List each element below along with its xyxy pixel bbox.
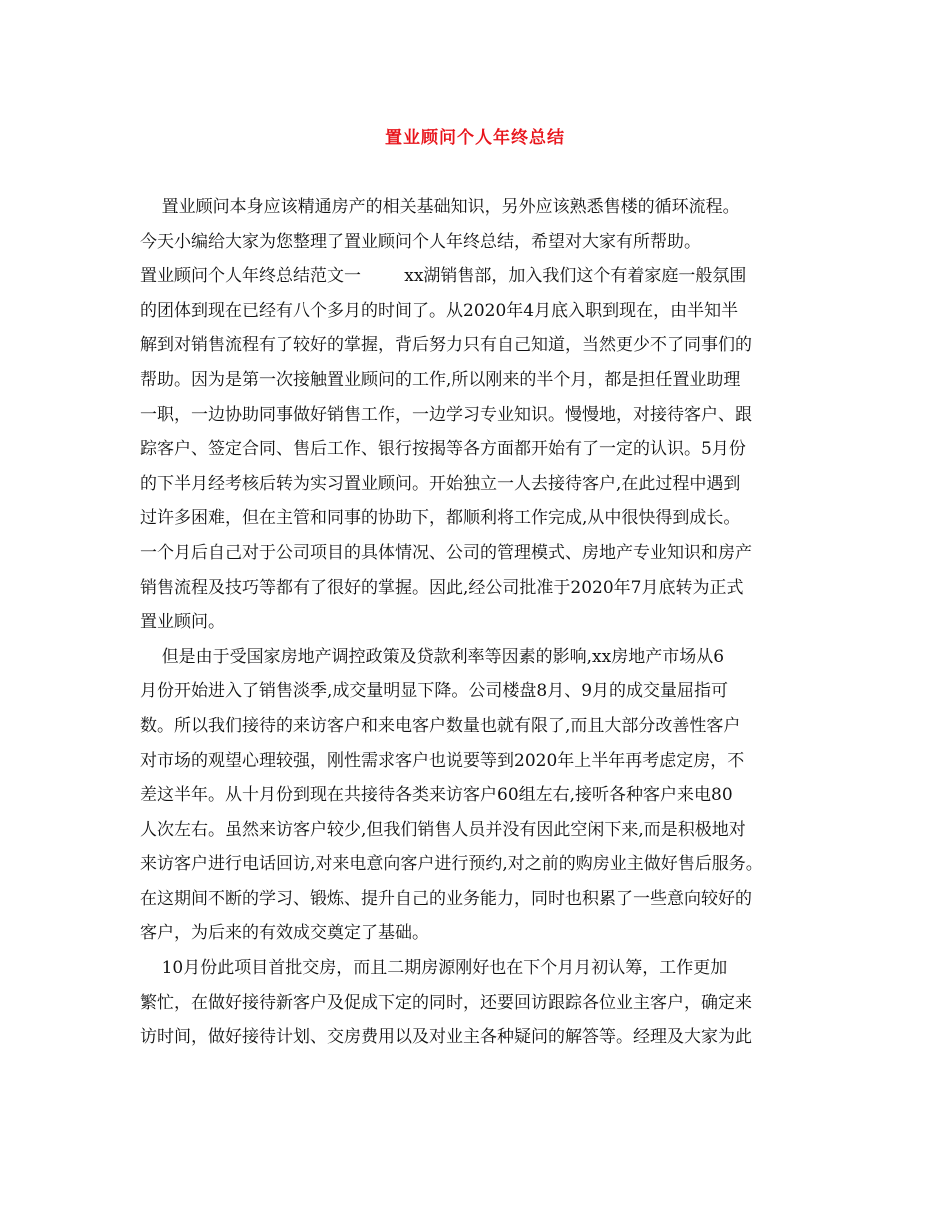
body-line: 访时间，做好接待计划、交房费用以及对业主各种疑问的解答等。经理及大家为此 [140,1027,752,1048]
body-line: 的下半月经考核后转为实习置业顾问。开始独立一人去接待客户,在此过程中遇到 [140,473,741,494]
body-line: 月份开始进入了销售淡季,成交量明显下降。公司楼盘8月、9月的成交量屈指可 [140,681,729,702]
body-line: 一职，一边协助同事做好销售工作，一边学习专业知识。慢慢地，对接待客户、跟 [140,404,752,425]
body-line: 置业顾问个人年终总结范文一 xx湖销售部，加入我们这个有着家庭一般氛围 [140,266,747,287]
body-line: 人次左右。虽然来访客户较少,但我们销售人员并没有因此空闲下来,而是积极地对 [140,819,746,840]
body-line: 过许多困难，但在主管和同事的协助下，都顺利将工作完成,从中很快得到成长。 [140,508,741,529]
body-line: 但是由于受国家房地产调控政策及贷款利率等因素的影响,xx房地产市场从6 [140,646,725,667]
body-line: 解到对销售流程有了较好的掌握，背后努力只有自己知道，当然更少不了同事们的 [140,335,752,356]
body-line: 对市场的观望心理较强，刚性需求客户也说要等到2020年上半年再考虑定房，不 [140,750,745,771]
body-line: 一个月后自己对于公司项目的具体情况、公司的管理模式、房地产专业知识和房产 [140,542,752,563]
document-title: 置业顾问个人年终总结 [385,128,565,148]
body-line: 客户，为后来的有效成交奠定了基础。 [140,923,429,944]
document-body [140,190,820,1055]
body-line: 的团体到现在已经有八个多月的时间了。从2020年4月底入职到现在，由半知半 [140,300,739,321]
body-line: 帮助。因为是第一次接触置业顾问的工作,所以刚来的半个月，都是担任置业助理 [140,369,741,390]
body-line: 差这半年。从十月份到现在共接待各类来访客户60组左右,接听各种客户来电80 [140,785,733,806]
body-line: 置业顾问本身应该精通房产的相关基础知识，另外应该熟悉售楼的循环流程。 [140,197,740,217]
body-line: 10月份此项目首批交房，而且二期房源刚好也在下个月月初认筹，工作更加 [140,958,728,979]
body-line: 今天小编给大家为您整理了置业顾问个人年终总结，希望对大家有所帮助。 [140,231,701,252]
body-line: 繁忙，在做好接待新客户及促成下定的同时，还要回访跟踪各位业主客户，确定来 [140,992,752,1013]
body-line: 来访客户进行电话回访,对来电意向客户进行预约,对之前的购房业主做好售后服务。 [140,854,763,875]
body-line: 置业顾问。 [140,612,225,633]
body-line: 数。所以我们接待的来访客户和来电客户数量也就有限了,而且大部分改善性客户 [140,715,741,736]
body-line: 在这期间不断的学习、锻炼、提升自己的业务能力，同时也积累了一些意向较好的 [140,888,752,909]
body-line: 销售流程及技巧等都有了很好的掌握。因此,经公司批准于2020年7月底转为正式 [140,577,744,598]
body-line: 踪客户、签定合同、售后工作、银行按揭等各方面都开始有了一定的认识。5月份 [140,439,746,460]
